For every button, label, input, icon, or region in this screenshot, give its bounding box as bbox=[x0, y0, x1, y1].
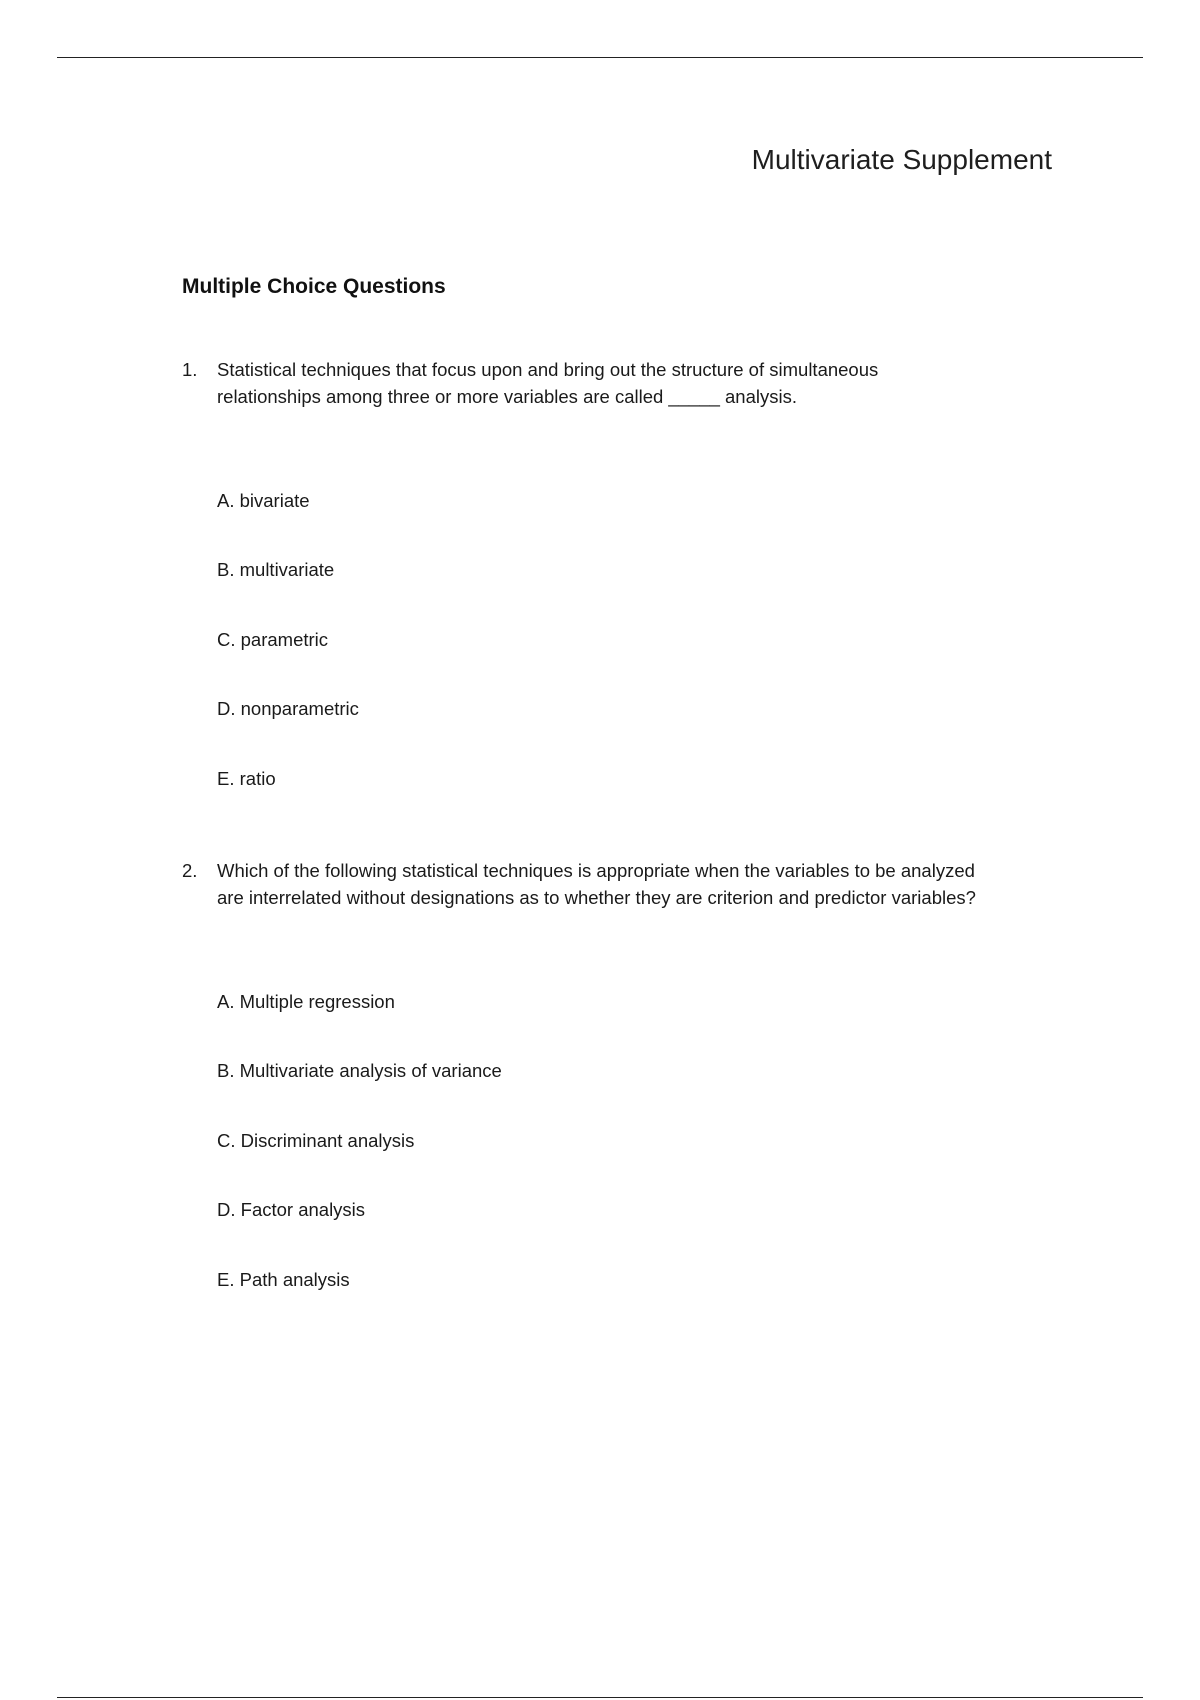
question-1-option-b: B. multivariate bbox=[217, 559, 335, 580]
question-1-option-c: C. parametric bbox=[217, 629, 329, 650]
question-1 bbox=[182, 356, 1082, 410]
question-text bbox=[217, 857, 1082, 911]
bottom-rule bbox=[57, 1697, 1143, 1698]
question-2-option-d: D. Factor analysis bbox=[217, 1199, 366, 1220]
question-text-line: relationships among three or more variables are called _____ analysis. bbox=[217, 386, 797, 407]
question-number: 2. bbox=[182, 860, 198, 881]
top-rule bbox=[57, 57, 1143, 58]
question-2-option-c: C. Discriminant analysis bbox=[217, 1130, 415, 1151]
question-text-line: Statistical techniques that focus upon and bring out the structure of simultaneous bbox=[217, 359, 879, 380]
question-1-option-a: A. bivariate bbox=[217, 490, 310, 511]
document-title: Multivariate Supplement bbox=[751, 144, 1052, 175]
question-number: 1. bbox=[182, 359, 198, 380]
question-2-option-b: B. Multivariate analysis of variance bbox=[217, 1060, 502, 1081]
question-2-option-a: A. Multiple regression bbox=[217, 991, 395, 1012]
question-2-option-e: E. Path analysis bbox=[217, 1269, 350, 1290]
question-text bbox=[217, 356, 1082, 410]
section-heading: Multiple Choice Questions bbox=[182, 275, 446, 298]
question-1-option-d: D. nonparametric bbox=[217, 698, 359, 719]
question-text-line: Which of the following statistical techniques is appropriate when the variables to be analyzed bbox=[217, 860, 975, 881]
question-1-option-e: E. ratio bbox=[217, 768, 276, 789]
question-text-line: are interrelated without designations as to whether they are criterion and predictor variables? bbox=[217, 887, 976, 908]
question-2 bbox=[182, 857, 1082, 911]
